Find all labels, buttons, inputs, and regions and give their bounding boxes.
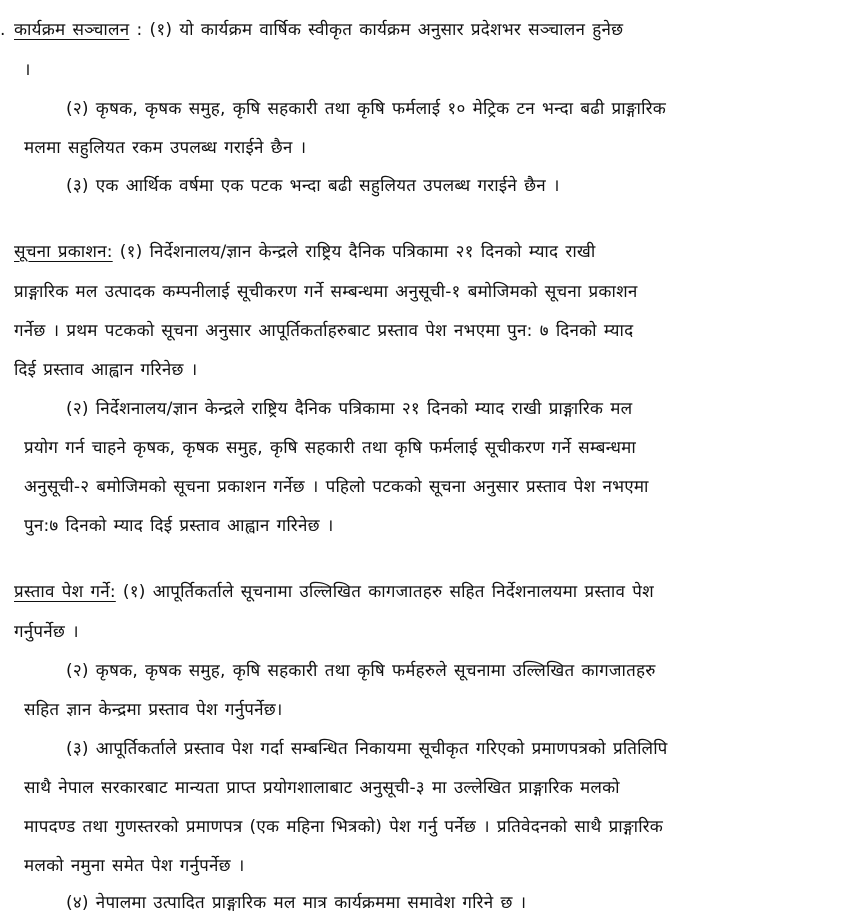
- paragraph-line: (२) निर्देशनालय/ज्ञान केन्द्रले राष्ट्रिय दैनिक पत्रिकामा २१ दिनको म्याद राखी प्राङ्गारिक मल: [66, 399, 633, 419]
- paragraph-line: मलमा सहुलियत रकम उपलब्ध गराईने छैन ।: [24, 138, 307, 158]
- section-3-text: (१) आपूर्तिकर्ताले सूचनामा उल्लिखित कागजातहरु सहित निर्देशनालयमा प्रस्ताव पेश: [115, 582, 654, 602]
- section-heading-prastav-pesh: प्रस्ताव पेश गर्ने:: [14, 582, 116, 602]
- paragraph-line: सहित ज्ञान केन्द्रमा प्रस्ताव पेश गर्नुपर्नेछ।: [24, 700, 283, 720]
- paragraph-line: साथै नेपाल सरकारबाट मान्यता प्राप्त प्रयोगशालाबाट अनुसूची-३ मा उल्लेखित प्राङ्गारिक मलको: [24, 778, 620, 798]
- section-heading-karyakram: कार्यक्रम सञ्चालन: [14, 20, 130, 40]
- paragraph-line: दिई प्रस्ताव आह्वान गरिनेछ ।: [14, 360, 198, 380]
- paragraph-line: (४) नेपालमा उत्पादित प्राङ्गारिक मल मात्र कार्यक्रममा समावेश गरिने छ ।: [66, 893, 527, 913]
- section-3-first-line: [14, 580, 654, 604]
- paragraph-line: प्राङ्गारिक मल उत्पादक कम्पनीलाई सूचीकरण गर्ने सम्बन्धमा अनुसूची-१ बमोजिमको सूचना प्रकाशन: [14, 282, 638, 302]
- section-heading-suchana-prakashan: सूचना प्रकाशन:: [14, 242, 113, 262]
- paragraph-line: पुन:७ दिनको म्याद दिई प्रस्ताव आह्वान गरिनेछ ।: [24, 516, 334, 536]
- paragraph-line: (२) कृषक, कृषक समुह, कृषि सहकारी तथा कृषि फर्महरुले सूचनामा उल्लिखित कागजातहरु: [66, 661, 656, 681]
- paragraph-line: अनुसूची-२ बमोजिमको सूचना प्रकाशन गर्नेछ । पहिलो पटकको सूचना अनुसार प्रस्ताव पेश नभएमा: [24, 477, 649, 497]
- section-1-first-line: [14, 18, 623, 42]
- paragraph-line: (२) कृषक, कृषक समुह, कृषि सहकारी तथा कृषि फर्मलाई १० मेट्रिक टन भन्दा बढी प्राङ्गारिक: [66, 99, 666, 119]
- paragraph-line: गर्नेछ । प्रथम पटकको सूचना अनुसार आपूर्तिकर्ताहरुबाट प्रस्ताव पेश नभएमा पुन: ७ दिनको म्याद: [14, 321, 634, 341]
- paragraph-line: मापदण्ड तथा गुणस्तरको प्रमाणपत्र (एक महिना भित्रको) पेश गर्नु पर्नेछ । प्रतिवेदनको साथै प्राङ्गारिक: [24, 817, 664, 837]
- paragraph-line: मलको नमुना समेत पेश गर्नुपर्नेछ ।: [24, 856, 245, 876]
- paragraph-line: प्रयोग गर्न चाहने कृषक, कृषक समुह, कृषि सहकारी तथा कृषि फर्मलाई सूचीकरण गर्ने सम्बन्धमा: [24, 438, 636, 458]
- paragraph-line: ।: [24, 60, 31, 80]
- paragraph-line: (३) आपूर्तिकर्ताले प्रस्ताव पेश गर्दा सम्बन्धित निकायमा सूचीकृत गरिएको प्रमाणपत्रको प्रतिलिपि: [66, 739, 668, 759]
- section-2-text: (१) निर्देशनालय/ज्ञान केन्द्रले राष्ट्रिय दैनिक पत्रिकामा २१ दिनको म्याद राखी: [112, 242, 596, 262]
- section-number: .: [0, 20, 6, 40]
- section-2-first-line: [14, 240, 595, 264]
- section-1-text: : (१) यो कार्यक्रम वार्षिक स्वीकृत कार्यक्रम अनुसार प्रदेशभर सञ्चालन हुनेछ: [129, 20, 624, 40]
- paragraph-line: गर्नुपर्नेछ ।: [14, 622, 79, 642]
- paragraph-line: (३) एक आर्थिक वर्षमा एक पटक भन्दा बढी सहुलियत उपलब्ध गराईने छैन ।: [66, 176, 560, 196]
